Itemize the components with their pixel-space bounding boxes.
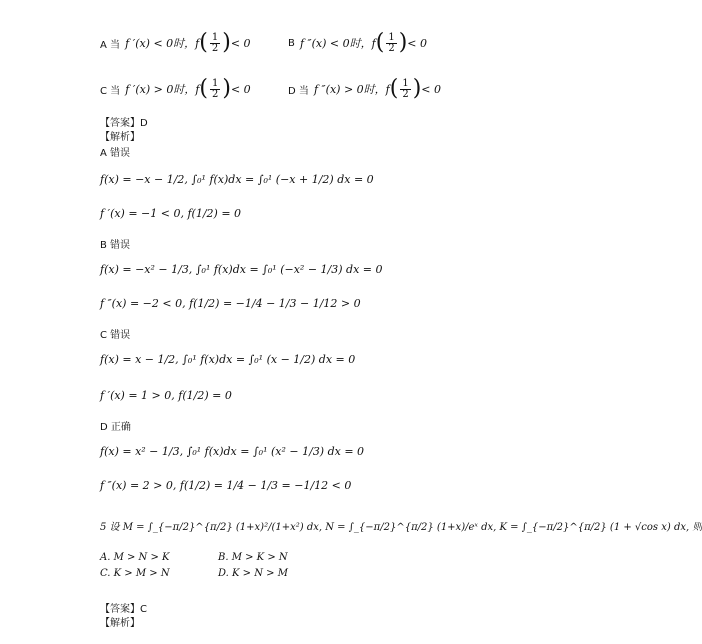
option-d-tail: < 0 [421,82,442,96]
section-a-heading: A 错误 [100,148,131,159]
option-d-text: D 当 [288,85,309,97]
q5-option-a: A. M > N > K [100,552,170,563]
option-d: D 当 f ″(x) > 0时，f ( $\frac{1}{2}$ ) < 0 [288,76,442,101]
answer-label-2: 【答案】C [100,604,147,615]
option-b-text: B [288,37,295,49]
option-a: A 当 f ′(x) < 0时，f ( $\frac{1}{2}$ ) < 0 [100,30,251,55]
option-a-tail: < 0 [230,36,251,50]
option-a-text: A 当 [100,39,121,51]
section-c-line2: f ′(x) = 1 > 0, f(1/2) = 0 [100,388,232,402]
q5-option-d: D. K > N > M [218,568,288,579]
option-b-tail: < 0 [407,36,427,50]
section-a-line2: f ′(x) = −1 < 0, f(1/2) = 0 [100,206,242,220]
section-c-line1: f(x) = x − 1/2, ∫₀¹ f(x)dx = ∫₀¹ (x − 1/2) dx = 0 [100,352,356,366]
analysis-label-2: 【解析】 [100,618,140,629]
option-c-tail: < 0 [230,82,251,96]
option-d-expr: f ″(x) > 0时，f [313,83,390,96]
section-b-heading: B 错误 [100,240,131,251]
option-c-expr: f ′(x) > 0时，f [125,83,200,96]
section-b-line2: f ″(x) = −2 < 0, f(1/2) = −1/4 − 1/3 − 1/12 > 0 [100,296,361,310]
option-a-expr: f ′(x) < 0时，f [125,37,200,50]
q5-option-c: C. K > M > N [100,568,170,579]
section-d-heading: D 正确 [100,422,131,433]
option-b: B f ″(x) < 0时，f ( $\frac{1}{2}$ ) < 0 [288,30,427,55]
section-a-line1: f(x) = −x − 1/2, ∫₀¹ f(x)dx = ∫₀¹ (−x + 1/2) dx = 0 [100,172,374,186]
q5-option-b: B. M > K > N [218,552,288,563]
section-d-line1: f(x) = x² − 1/3, ∫₀¹ f(x)dx = ∫₀¹ (x² − 1/3) dx = 0 [100,444,365,458]
section-b-line1: f(x) = −x² − 1/3, ∫₀¹ f(x)dx = ∫₀¹ (−x² − 1/3) dx = 0 [100,262,383,276]
section-d-line2: f ″(x) = 2 > 0, f(1/2) = 1/4 − 1/3 = −1/12 < 0 [100,478,352,492]
q5-stem: 5 设 M = ∫_{−π/2}^{π/2} (1+x)²/(1+x²) dx, N = ∫_{−π/2}^{π/2} (1+x)/eˣ dx, K = ∫_{−π/2}^{π/2} (1 + √cos x) dx, 则 [100,521,702,533]
analysis-label-1: 【解析】 [100,132,140,143]
option-c-text: C 当 [100,85,121,97]
option-c: C 当 f ′(x) > 0时，f ( $\frac{1}{2}$ ) < 0 [100,76,251,101]
answer-label-1: 【答案】D [100,118,148,129]
section-c-heading: C 错误 [100,330,131,341]
option-b-expr: f ″(x) < 0时，f [299,37,376,50]
